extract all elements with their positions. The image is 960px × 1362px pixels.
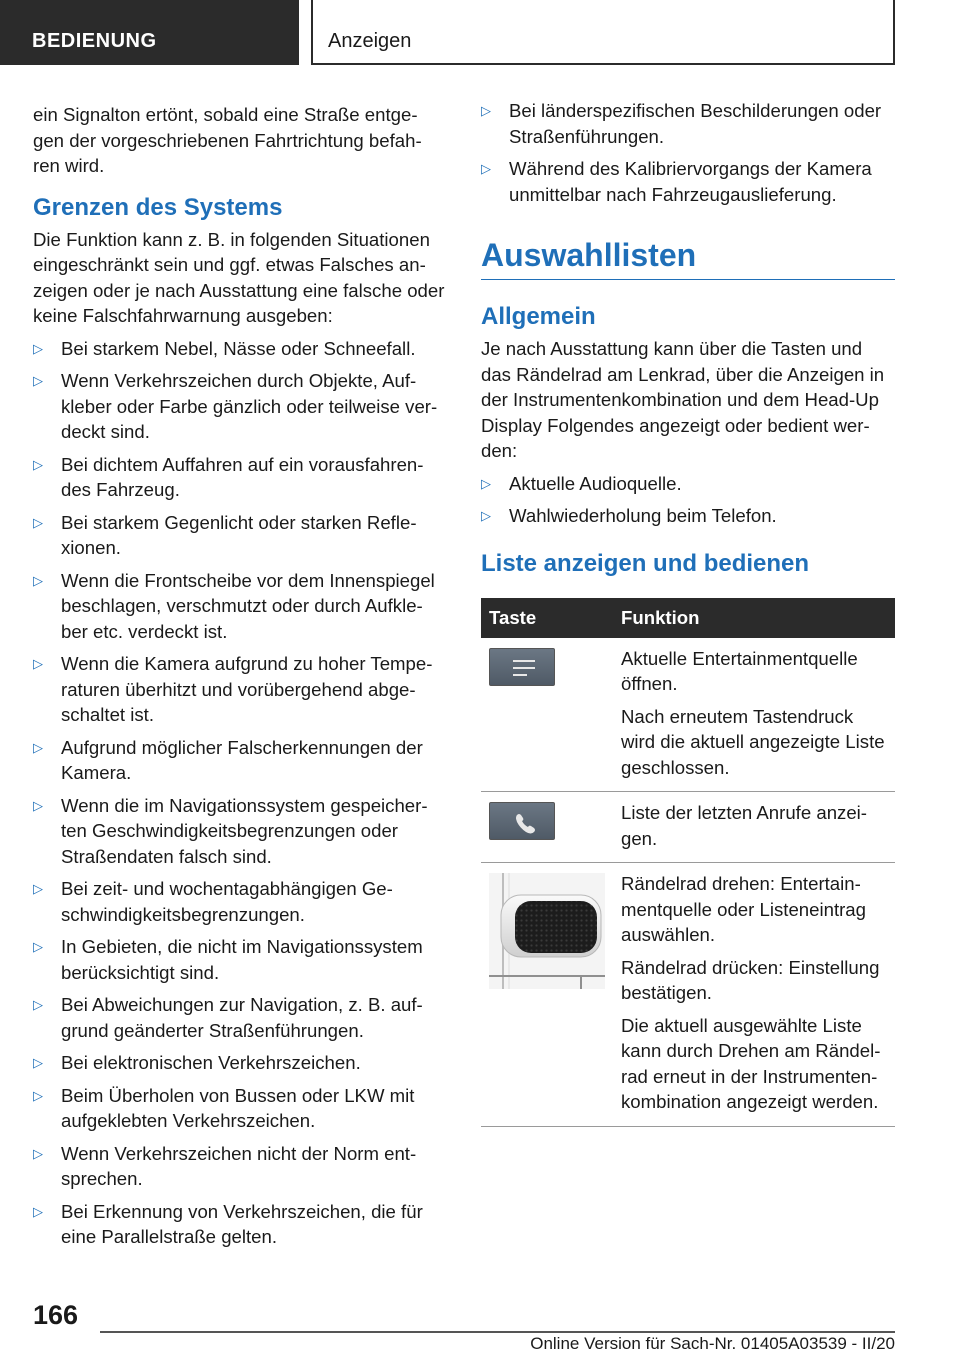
chapter-heading: Auswahllisten: [481, 235, 895, 280]
key-cell: [481, 638, 613, 792]
triangle-bullet-icon: ▷: [33, 514, 43, 530]
intro-paragraph: ein Signalton ertönt, sobald eine Straße entge-gen der vorgeschriebenen Fahrtrichtung befah-ren wird.: [33, 104, 422, 176]
list-item-text: Bei elektronischen Verkehrszeichen.: [61, 1052, 361, 1073]
table-row: [481, 638, 895, 792]
list-item-text: Wenn Verkehrszeichen nicht der Norm ent-sprechen.: [61, 1142, 417, 1189]
list-item-text: Wenn die Kamera aufgrund zu hoher Tempe-raturen überhitzt und vorübergehend abge-schaltet ist.: [61, 653, 433, 725]
list-item: [481, 471, 895, 497]
list-item: [33, 992, 448, 1043]
function-text: Die aktuell ausgewählte Liste kann durch Drehen am Rändel-rad erneut in der Instrumenten-kombination angezeigt werden.: [621, 1014, 881, 1112]
list-item: [33, 1050, 448, 1076]
list-item-text: Aufgrund möglicher Falscherkennungen der Kamera.: [61, 736, 423, 783]
function-text: Rändelrad drücken: Einstellung bestätigen.: [621, 956, 880, 1003]
section-tab: [0, 0, 299, 65]
list-item-text: Bei dichtem Auffahren auf ein vorausfahren-des Fahrzeug.: [61, 453, 424, 500]
list-item: [33, 1083, 448, 1134]
phone-button-icon: [489, 802, 555, 840]
function-text: Nach erneutem Tastendruck wird die aktuell angezeigte Liste geschlossen.: [621, 705, 885, 778]
function-cell: [613, 638, 895, 792]
list-item: [33, 336, 448, 362]
function-text: Aktuelle Entertainmentquelle öffnen.: [621, 647, 858, 694]
list-item-text: Bei starkem Nebel, Nässe oder Schneefall.: [61, 337, 416, 359]
list-item-text: Bei länderspezifischen Beschilderungen oder Straßenführungen.: [509, 100, 882, 147]
function-cell: [613, 792, 895, 863]
triangle-bullet-icon: ▷: [33, 656, 43, 671]
function-text: Liste der letzten Anrufe anzei-gen.: [621, 802, 867, 849]
triangle-bullet-icon: ▷: [33, 1203, 43, 1219]
list-item: [33, 368, 448, 445]
section-heading-general: Allgemein: [481, 303, 596, 330]
menu-button-icon: [489, 648, 555, 686]
list-item-text: Bei starkem Gegenlicht oder starken Refle-xionen.: [61, 511, 417, 558]
triangle-bullet-icon: ▷: [33, 1055, 43, 1070]
list-item: [481, 156, 895, 207]
list-item: [33, 510, 448, 561]
table-row: [481, 863, 895, 1127]
triangle-bullet-icon: ▷: [33, 1145, 43, 1161]
list-item: [33, 876, 448, 927]
display-list: [481, 471, 895, 529]
limits-paragraph: Die Funktion kann z. B. in folgenden Situationen eingeschränkt sein und ggf. etwas Falsches an-zeigen oder je nach Ausstattung eine falsche oder keine Falschfahrwarnung ausgeben:: [33, 228, 445, 326]
triangle-bullet-icon: ▷: [33, 939, 43, 954]
general-paragraph: Je nach Ausstattung kann über die Tasten und das Rändelrad am Lenkrad, über die Anzeigen in der Instrumentenkombination und dem Head-Up Display Folgendes angezeigt oder bedient wer-den:: [481, 338, 885, 461]
triangle-bullet-icon: ▷: [33, 997, 43, 1012]
page-number: 166: [33, 1300, 79, 1330]
table-row: [481, 792, 895, 863]
list-item-text: Während des Kalibriervorgangs der Kamera unmittelbar nach Fahrzeugauslieferung.: [509, 158, 872, 205]
triangle-bullet-icon: ▷: [33, 881, 43, 896]
list-item-text: Wenn die im Navigationssystem gespeicher-ten Geschwindigkeitsbegrenzungen oder Straßendaten falsch sind.: [61, 794, 428, 867]
list-item: [33, 568, 448, 645]
table-header-row: [481, 598, 895, 638]
list-item: [33, 651, 448, 728]
list-item-text: Bei Abweichungen zur Navigation, z. B. auf-grund geänderter Straßenführungen.: [61, 994, 423, 1041]
list-item-text: Aktuelle Audioquelle.: [509, 472, 682, 494]
conditions-list-continued: [481, 98, 895, 207]
key-cell: [481, 792, 613, 863]
list-item-text: Wenn die Frontscheibe vor dem Innenspiegel beschlagen, verschmutzt oder durch Aufkle-ber etc. verdeckt ist.: [61, 569, 435, 642]
left-column: [33, 102, 448, 1250]
triangle-bullet-icon: ▷: [481, 475, 491, 491]
footer-divider: [100, 1331, 895, 1333]
list-item-text: Beim Überholen von Bussen oder LKW mit aufgeklebten Verkehrszeichen.: [61, 1084, 415, 1131]
list-item: [33, 735, 448, 786]
section-heading-list: Liste anzeigen und bedienen: [481, 549, 810, 577]
triangle-bullet-icon: ▷: [481, 161, 491, 176]
section-heading-limits: Grenzen des Systems: [33, 193, 283, 221]
list-item-text: Wenn Verkehrszeichen durch Objekte, Auf-kleber oder Farbe gänzlich oder teilweise ver-deckt sind.: [61, 370, 438, 442]
chapter-title: Anzeigen: [328, 30, 412, 52]
limits-list: [33, 336, 448, 1250]
triangle-bullet-icon: ▷: [33, 797, 43, 813]
key-function-table: [481, 598, 895, 1127]
list-item-text: Bei zeit- und wochentagabhängigen Ge-schwindigkeitsbegrenzungen.: [61, 878, 393, 925]
key-cell: [481, 863, 613, 1127]
list-item: [33, 1199, 448, 1250]
triangle-bullet-icon: ▷: [33, 340, 43, 356]
list-item-text: Bei Erkennung von Verkehrszeichen, die für eine Parallelstraße gelten.: [61, 1200, 423, 1247]
function-cell: [613, 863, 895, 1127]
list-item-text: In Gebieten, die nicht im Navigationssystem berücksichtigt sind.: [61, 936, 423, 983]
function-text: Rändelrad drehen: Entertain-mentquelle oder Listeneintrag auswählen.: [621, 873, 866, 945]
column-header-function: Funktion: [613, 598, 895, 638]
thumbwheel-icon: [489, 873, 605, 989]
section-title: BEDIENUNG: [32, 30, 157, 52]
list-item: [33, 793, 448, 870]
triangle-bullet-icon: ▷: [481, 508, 491, 523]
list-item-text: Wahlwiederholung beim Telefon.: [509, 505, 777, 526]
list-item: [481, 503, 895, 529]
list-item: [33, 452, 448, 503]
chapter-tab: [311, 0, 895, 65]
footer-version-text: Online Version für Sach-Nr. 01405A03539 - II/20: [530, 1334, 895, 1353]
list-item: [33, 1141, 448, 1192]
column-header-key: Taste: [481, 598, 613, 638]
triangle-bullet-icon: ▷: [33, 739, 43, 755]
right-column: [481, 98, 895, 1127]
triangle-bullet-icon: ▷: [33, 456, 43, 472]
list-item: [33, 934, 448, 985]
triangle-bullet-icon: ▷: [33, 572, 43, 588]
triangle-bullet-icon: ▷: [33, 373, 43, 388]
list-item: [481, 98, 895, 149]
triangle-bullet-icon: ▷: [481, 103, 491, 118]
triangle-bullet-icon: ▷: [33, 1087, 43, 1103]
